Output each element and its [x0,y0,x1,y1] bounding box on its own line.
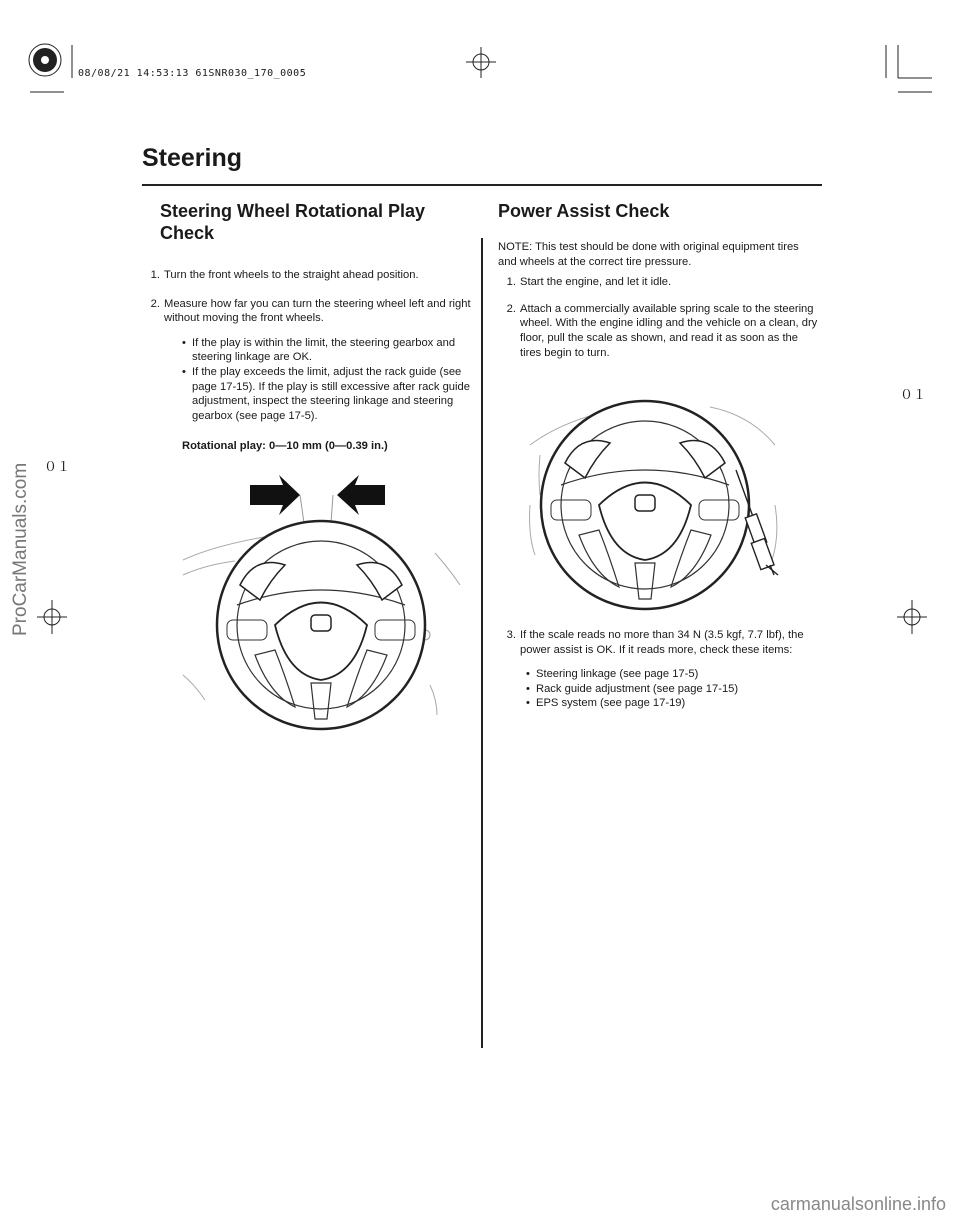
steering-wheel-play-figure [175,475,475,735]
check-item: • Steering linkage (see page 17-5) [526,668,699,681]
rotational-play-heading [160,200,475,244]
check-item: • Rack guide adjustment (see page 17-15) [526,682,739,695]
step-2: 2. Measure how far you can turn the steering wheel left and right without moving the front wheels. [150,297,471,325]
side-watermark: ProCarManuals.com [10,462,31,636]
print-stamp: 08/08/21 14:53:13 61SNR030_170_0005 [78,68,307,79]
power-assist-heading: Power Assist Check [498,201,670,221]
heading-line-2: Check [160,223,215,243]
step-1: 1. Turn the front wheels to the straight ahead position. [150,269,419,281]
side-mark-left: ０１ [44,459,71,474]
column-divider [481,238,483,1048]
pa-step-1: 1. Start the engine, and let it idle. [506,276,672,289]
power-assist-steps [498,275,818,360]
spring-scale-figure [510,385,800,615]
rotational-play-section [150,200,475,454]
pa-step-3: 3. If the scale reads no more than 34 N (3.5 kgf, 7.7 lbf), the power assist is OK. If it reads more, check these items: [506,629,804,656]
crosshair-top-icon [466,47,496,78]
bullet-exceeds-limit: • If the play exceeds the limit, adjust the rack guide (see page 17-15). If the play is still excessive after rack guide adjustment, inspect the steering linkage and steering gearbox (see page 17-5). [182,365,470,422]
rotational-play-steps [150,268,475,454]
side-mark-right: ０１ [900,387,927,402]
crosshair-left-icon [37,600,67,634]
crosshair-right-icon [897,600,927,634]
footer-watermark: carmanualsonline.info [770,1194,946,1214]
pa-step-2: 2. Attach a commercially available spring scale to the steering wheel. With the engine idling and the vehicle on a clean, dry floor, pull the scale as shown, and read it as soon as the tires begin to turn. [506,302,818,359]
bullet-within-limit: • If the play is within the limit, the steering gearbox and steering linkage are OK. [182,336,456,364]
arrow-right-icon [250,475,300,515]
power-assist-step-3-block [498,628,818,711]
rotational-play-spec: Rotational play: 0—10 mm (0—0.39 in.) [182,440,388,453]
heading-line-1: Steering Wheel Rotational Play [160,201,426,221]
check-item: • EPS system (see page 17-19) [526,697,686,710]
title-rule [142,184,822,186]
page-title: Steering [142,144,243,172]
power-assist-note: NOTE: This test should be done with original equipment tires and wheels at the correct tire pressure. [498,241,799,268]
check-items-list [524,667,818,711]
arrow-left-icon [337,475,385,515]
power-assist-section [498,200,818,360]
